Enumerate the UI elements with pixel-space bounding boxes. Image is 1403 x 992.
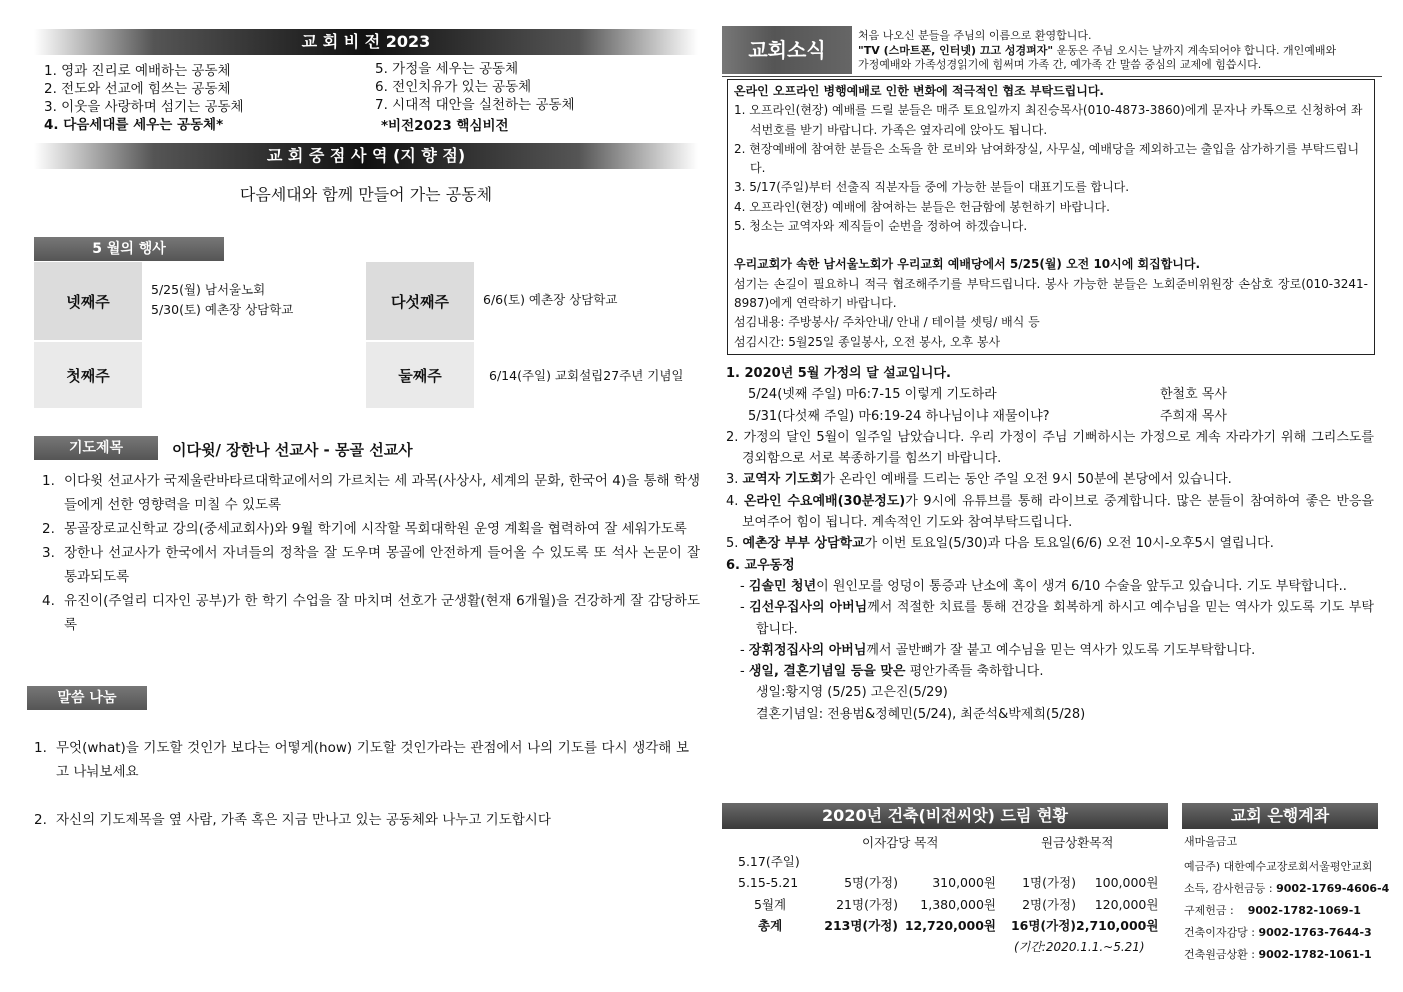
member-news: - 김솔민 청년이 원인모를 엉덩이 통증과 난소에 혹이 생겨 6/10 수술을 앞두고 있습니다. 기도 부탁합니다.. <box>740 578 1347 594</box>
vision-item: 5. 가정을 세우는 공동체 <box>375 61 519 77</box>
vision-item: 6. 전인치유가 있는 공동체 <box>375 79 532 95</box>
vision-core-note: *비전2023 핵심비전 <box>381 118 509 134</box>
account-row: 건축이자감당 : 9002-1763-7644-3 <box>1184 926 1372 939</box>
sharing-list <box>34 736 689 832</box>
news-item: 2. 가정의 달인 5월이 일주일 남았습니다. 우리 가정이 주님 기뻐하시는 가정으로 계속 자라가기 위해 그리스도를 경외함으로 서로 복종하기를 힘쓰기 바랍니다. <box>726 429 1374 467</box>
event-week-label: 다섯째주 <box>366 262 474 340</box>
sharing-title: 말씀 나눔 <box>27 686 147 710</box>
online-worship-notice <box>727 79 1375 355</box>
sharing-item: 2. 자신의 기도제목을 옆 사람, 가족 혹은 지금 만나고 있는 공동체와 나누고 기도합시다 <box>34 812 551 828</box>
bank-title: 교회 은행계좌 <box>1230 806 1330 825</box>
notice-heading: 온라인 오프라인 병행예배로 인한 변화에 적극적인 협조 부탁드립니다. <box>734 84 1104 98</box>
prayer-item: 2. 몽골장로교신학교 강의(중세교회사)와 9월 학기에 시작할 목회대학원 운영 계획을 협력하여 잘 세워가도록 <box>42 521 687 537</box>
event-week-content <box>489 366 684 386</box>
bank-info <box>1184 831 1389 966</box>
news-item-members: 6. 교우동정 <box>726 557 795 573</box>
member-news: - 생일, 결혼기념일 등을 맞은 평안가족들 축하합니다. <box>740 664 1044 680</box>
bank-name: 새마을금고 <box>1184 835 1238 848</box>
account-row: 건축원금상환 : 9002-1782-1061-1 <box>1184 948 1372 961</box>
event-week-label: 넷째주 <box>34 262 142 340</box>
prayer-item: 1. 이다윗 선교사가 국제울란바타르대학교에서의 가르치는 세 과목(사상사, 세계의 문화, 한국어 4)을 통해 학생들에게 선한 영향력을 미칠 수 있도록 <box>42 473 700 513</box>
news-item: 5. 예촌장 부부 상담학교가 이번 토요일(5/30)과 다음 토요일(6/6) 오전 10시-오후5시 열립니다. <box>726 536 1274 552</box>
notice-item: 3. 5/17(주일)부터 선출직 직분자들 중에 가능한 분들이 대표기도를 합니다. <box>734 180 1130 195</box>
presbytery-text: 섬기는 손길이 필요하니 적극 협조해주기를 부탁드립니다. 봉사 가능한 분들은 노회준비위원장 손삼호 장로(010-3241-8987)에게 연락하기 바랍니다. <box>734 276 1368 310</box>
anniversary-list: 결혼기념일: 전용범&정혜민(5/24), 최준석&박제희(5/28) <box>756 706 1086 722</box>
fund-col-header: 이자감당 목적 <box>862 835 939 850</box>
vision-item-core: 4. 다음세대를 세우는 공동체* <box>44 117 224 133</box>
event-week-label: 둘째주 <box>366 342 474 408</box>
prayer-list <box>42 469 700 637</box>
vision-title-bar <box>34 29 698 55</box>
news-list <box>726 363 1374 725</box>
fund-table <box>738 850 1158 936</box>
event-line: 5/30(토) 예촌장 상담학교 <box>151 302 294 317</box>
vision-list-right <box>375 60 695 135</box>
bank-title-bar <box>1182 803 1378 829</box>
member-news: - 장휘정집사의 아버님께서 골반뼈가 잘 붙고 예수님을 믿는 역사가 있도록 기도부탁합니다. <box>740 642 1256 658</box>
event-week-content <box>151 280 293 320</box>
vision-item: 1. 영과 진리로 예배하는 공동체 <box>44 63 231 79</box>
account-row: 구제헌금 : 9002-1782-1069-1 <box>1184 904 1361 917</box>
table-row-total: 총계 213명(가정) 12,720,000원 16명(가정) 2,710,000원 <box>758 918 1159 934</box>
service-content: 섬김내용: 주방봉사/ 주차안내/ 안내 / 테이블 셋팅/ 배식 등 <box>734 315 1040 330</box>
table-row: 5월계 21명(가정) 1,380,000원 2명(가정) 120,000원 <box>754 896 1159 912</box>
vision-item: 2. 전도와 선교에 힘쓰는 공동체 <box>44 81 231 97</box>
fund-title-bar <box>722 803 1168 829</box>
notice-item: 5. 청소는 교역자와 제직들이 순번을 정하여 하겠습니다. <box>734 219 1028 234</box>
vision-item: 7. 시대적 대안을 실천하는 공동체 <box>375 97 575 113</box>
fund-period: (기간:2020.1.1.~5.21) <box>1014 940 1145 954</box>
table-row: 5.17(주일) <box>738 853 800 869</box>
sermon-row: 5/31(다섯째 주일) 마6:19-24 하나님이냐 재물이냐? 주희재 목사 <box>748 408 1227 424</box>
notice-item: 1. 오프라인(현장) 예배를 드릴 분들은 매주 토요일까지 최진승목사(010-4873-3860)에게 문자나 카톡으로 신청하여 좌석번호를 받기 바랍니다. 가족은 옆자리에 앉아도 됩니다. <box>734 103 1363 137</box>
account-row: 소득, 감사헌금등 : 9002-1769-4606-4 <box>1184 882 1390 895</box>
notice-item: 2. 현장예배에 참여한 분들은 소독을 한 로비와 남여화장실, 사무실, 예배당을 제외하고는 출입을 삼가하기를 부탁드립니다. <box>734 141 1360 176</box>
prayer-item: 3. 장한나 선교사가 한국에서 자녀들의 정착을 잘 도우며 몽골에 안전하게 들어올 수 있도록 또 석사 논문이 잘 통과되도록 <box>42 545 700 585</box>
campaign-text: "TV (스마트폰, 인터넷) 끄고 성경펴자" 운동은 주님 오시는 날까지 계속되어야 합니다. 개인예배와 <box>858 43 1337 57</box>
fund-title: 2020년 건축(비전씨앗) 드림 현황 <box>822 806 1068 825</box>
news-item: 4. 온라인 수요예배(30분정도)가 9시에 유튜브를 통해 라이브로 중계합니다. 많은 분들이 참여하여 좋은 반응을 보여주어 힘이 됩니다. 계속적인 기도와 참여부탁드립니다. <box>726 493 1374 531</box>
news-title: 교회소식 <box>722 26 852 74</box>
vision-list-left <box>44 62 364 134</box>
fund-col-header: 원금상환목적 <box>1041 835 1114 850</box>
campaign-text-cont: 가정예배와 가족성경읽기에 힘써며 가족 간, 예가족 간 말씀 중심의 교제에 힘씁시다. <box>858 58 1262 71</box>
birthday-list: 생일:황지영 (5/25) 고은진(5/29) <box>756 685 948 701</box>
sharing-item: 1. 무엇(what)을 기도할 것인가 보다는 어떻게(how) 기도할 것인가라는 관점에서 나의 기도를 다시 생각해 보고 나눠보세요 <box>34 740 689 780</box>
welcome-text: 처음 나오신 분들을 주님의 이름으로 환영합니다. <box>858 29 1092 42</box>
news-item-sermons: 1. 2020년 5월 가정의 달 설교입니다. <box>726 366 951 381</box>
service-time: 섬김시간: 5월25일 종일봉사, 오전 봉사, 오후 봉사 <box>734 334 1001 349</box>
vision-item: 3. 이웃을 사랑하며 섬기는 공동체 <box>44 99 244 115</box>
prayer-item: 4. 유진이(주얼리 디자인 공부)가 한 학기 수업을 잘 마치며 선호가 군생활(현재 6개월)을 건강하게 잘 감당하도록 <box>42 593 700 633</box>
news-header-rule <box>722 76 1382 77</box>
event-line: 6/14(주일) 교회설립27주년 기념일 <box>489 368 684 383</box>
presbytery-heading: 우리교회가 속한 남서울노회가 우리교회 예배당에서 5/25(월) 오전 10시에 회집합니다. <box>734 257 1201 272</box>
account-holder: 예금주) 대한예수교장로회서울평안교회 <box>1184 860 1373 873</box>
focus-title: 교 회 중 점 사 역 (지 향 점) <box>266 146 466 165</box>
event-line: 5/25(월) 남서울노회 <box>151 282 266 297</box>
table-row: 5.15-5.21 5명(가정) 310,000원 1명(가정) 100,000원 <box>738 874 1159 891</box>
event-week-label: 첫째주 <box>34 342 142 408</box>
news-item: 3. 교역자 기도회가 온라인 예배를 드리는 동안 주일 오전 9시 50분에 본당에서 있습니다. <box>726 472 1232 488</box>
prayer-title: 기도제목 <box>34 436 158 460</box>
notice-item: 4. 오프라인(현장) 예배에 참여하는 분들은 헌금함에 봉헌하기 바랍니다. <box>734 199 1110 214</box>
member-news: - 김선우집사의 아버님께서 적절한 치료를 통해 건강을 회복하게 하시고 예수님을 믿는 역사가 있도록 기도 부탁합니다. <box>740 600 1374 637</box>
news-intro <box>858 29 1378 73</box>
vision-title: 교 회 비 전 2023 <box>301 32 431 51</box>
event-week-content <box>483 290 617 310</box>
events-title: 5 월의 행사 <box>34 237 224 261</box>
focus-text: 다음세대와 함께 만들어 가는 공동체 <box>239 185 493 204</box>
prayer-subtitle: 이다윗/ 장한나 선교사 - 몽골 선교사 <box>172 441 413 459</box>
sermon-row: 5/24(넷째 주일) 마6:7-15 이렇게 기도하라 한철호 목사 <box>748 387 1227 403</box>
focus-title-bar <box>34 143 698 169</box>
event-line: 6/6(토) 예촌장 상담학교 <box>483 292 618 307</box>
